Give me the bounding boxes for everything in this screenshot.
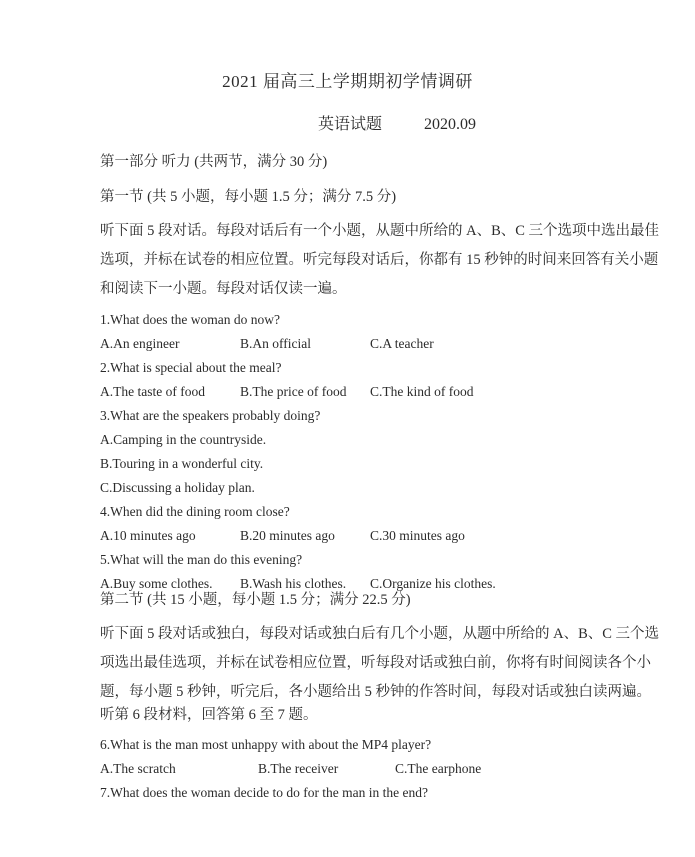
exam-subject: 英语试题 [318, 116, 383, 133]
option-a: A.The taste of food [100, 384, 205, 399]
option-a: A.An engineer [100, 336, 180, 351]
instructions-paragraph [100, 620, 660, 707]
option-c: C.The kind of food [370, 384, 474, 399]
option-c: C.A teacher [370, 336, 434, 351]
option-line: A.Camping in the countryside. [100, 432, 267, 447]
options-row [100, 380, 600, 404]
option-b: B.An official [240, 336, 311, 351]
question-text: 7.What does the woman decide to do for the man in the end? [100, 785, 429, 800]
question-text: 6.What is the man most unhappy with about the MP4 player? [100, 737, 432, 752]
option-a: A.Buy some clothes. [100, 576, 213, 591]
paragraph-line: 选项，并标在试卷的相应位置。听完每段对话后，你都有 15 秒钟的时间来回答有关小题 [100, 252, 659, 268]
option-c: C.Organize his clothes. [370, 576, 496, 591]
option-b: B.Wash his clothes. [240, 576, 347, 591]
options-row [100, 572, 600, 596]
exam-date: 2020.09 [424, 116, 477, 133]
option-line: C.Discussing a holiday plan. [100, 480, 255, 495]
options-row [100, 524, 600, 548]
option-b: B.The receiver [258, 761, 339, 776]
paragraph-line: 项选出最佳选项，并标在试卷相应位置，听每段对话或独白前，你将有时间阅读各个小 [100, 655, 651, 671]
paragraph-line: 听下面 5 段对话或独白，每段对话或独白后有几个小题，从题中所给的 A、B、C 三个选 [100, 626, 660, 642]
option-a: A.The scratch [100, 761, 176, 776]
option-c: C.The earphone [395, 761, 482, 776]
paragraph-line: 和阅读下一小题。每段对话仅读一遍。 [100, 281, 347, 297]
option-b: B.The price of food [240, 384, 347, 399]
paragraph-line: 听下面 5 段对话。每段对话后有一个小题，从题中所给的 A、B、C 三个选项中选出最佳 [100, 223, 660, 239]
question-text: 1.What does the woman do now? [100, 312, 280, 327]
option-a: A.10 minutes ago [100, 528, 196, 543]
exam-title: 2021 届高三上学期期初学情调研 [222, 72, 473, 91]
section-heading: 第一节 (共 5 小题，每小题 1.5 分；满分 7.5 分) [100, 189, 397, 205]
question-text: 2.What is special about the meal? [100, 360, 282, 375]
question-text: 5.What will the man do this evening? [100, 552, 303, 567]
exam-subtitle [0, 114, 695, 136]
paragraph-line: 题，每小题 5 秒钟，听完后，各小题给出 5 秒钟的作答时间，每段对话或独白读两遍。 [100, 684, 651, 700]
option-c: C.30 minutes ago [370, 528, 465, 543]
document-body [0, 152, 695, 805]
question-text: 4.When did the dining room close? [100, 504, 290, 519]
options-row [100, 332, 600, 356]
question-text: 3.What are the speakers probably doing? [100, 408, 321, 423]
option-b: B.20 minutes ago [240, 528, 335, 543]
options-row [100, 757, 600, 781]
instructions-paragraph [100, 217, 660, 304]
part-heading: 第一部分 听力 (共两节，满分 30 分) [100, 154, 328, 170]
material-hint: 听第 6 段材料，回答第 6 至 7 题。 [100, 707, 318, 723]
option-line: B.Touring in a wonderful city. [100, 456, 264, 471]
section-heading: 第二节 (共 15 小题，每小题 1.5 分；满分 22.5 分) [100, 592, 411, 608]
